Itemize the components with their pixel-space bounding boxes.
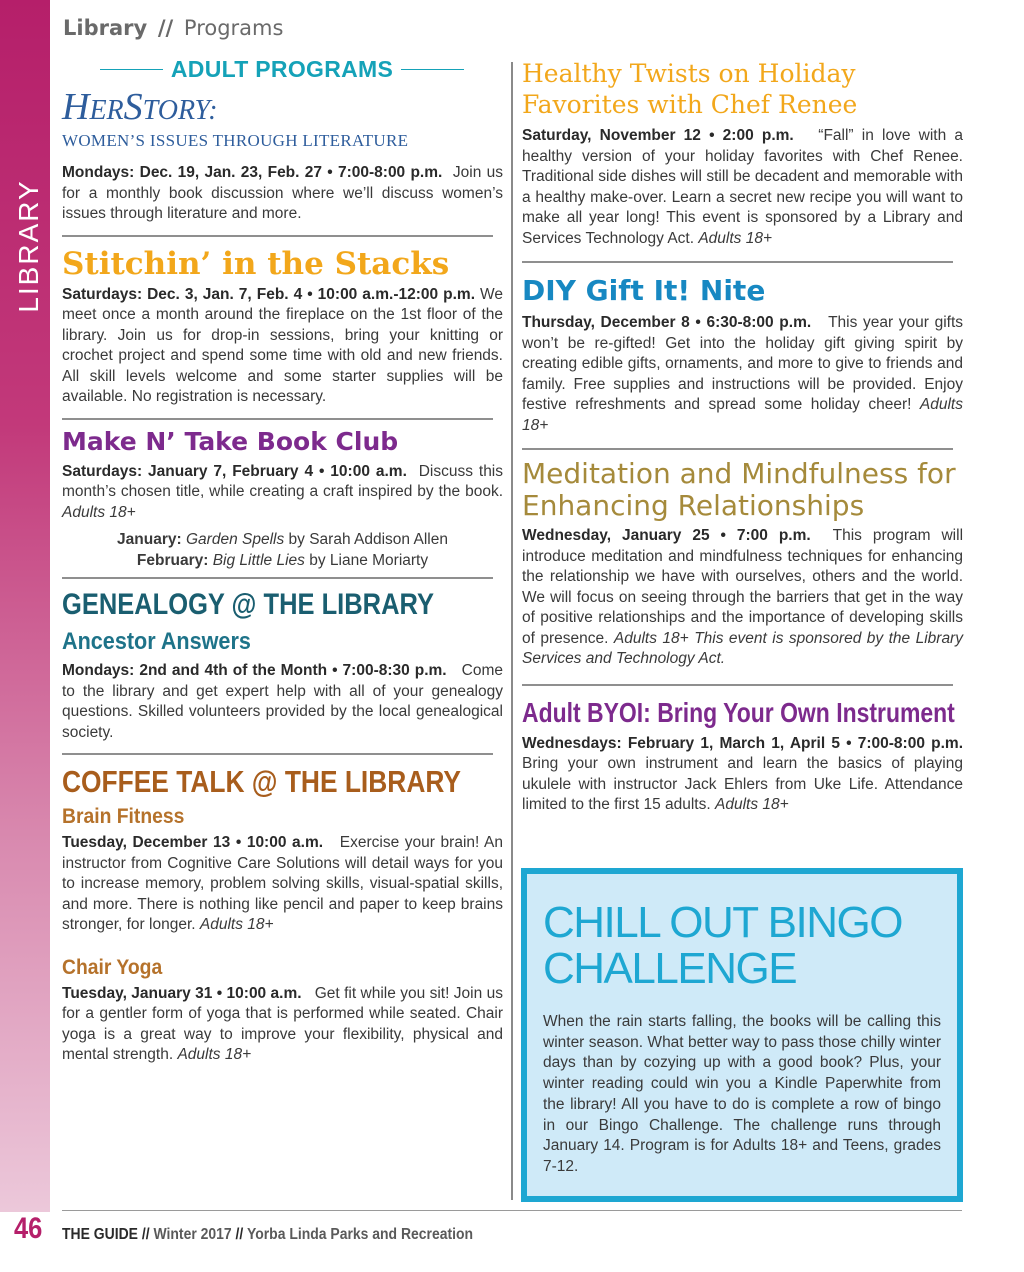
genealogy-when: Mondays: 2nd and 4th of the Month • 7:00-8:30 p.m. — [62, 662, 447, 679]
bingo-title: CHILL OUT BINGO CHALLENGE — [543, 898, 902, 993]
diy-gift-title: DIY Gift It! Nite — [522, 274, 766, 307]
meditation-description: Wednesday, January 25 • 7:00 p.m. This program will introduce meditation and mindfulness techniques for enhancing the relationship we have with ourselves, others and the world. We will focus on seeing through the barriers that get in the way of positive relationships and the importance of developing skills of presence. Adults 18+ This event is sponsored by the Library Services and Technology Act. — [522, 527, 964, 667]
heading-rule-left — [100, 69, 163, 71]
herstory-description: Mondays: Dec. 19, Jan. 23, Feb. 27 • 7:00-8:00 p.m. Join us for a monthly book discussion where we’ll discuss women’s issues through literature and more. — [62, 164, 503, 222]
stitchin-when: Saturdays: Dec. 3, Jan. 7, Feb. 4 • 10:00 a.m.-12:00 p.m. — [62, 285, 475, 303]
meditation-when: Wednesday, January 25 • 7:00 p.m. — [522, 527, 811, 544]
divider — [62, 235, 493, 237]
footer-rule — [62, 1210, 962, 1211]
column-divider — [511, 62, 513, 1200]
book-club-description: Saturdays: January 7, February 4 • 10:00 a.m. Discuss this month’s chosen title, while creating a craft inspired by the book. Adults 18+ — [62, 462, 504, 521]
breadcrumb — [63, 16, 283, 40]
ancestor-answers-subtitle: Ancestor Answers — [62, 628, 251, 655]
byoi-description: Wednesdays: February 1, March 1, April 5 • 7:00-8:00 p.m. Bring your own instrument and learn the basics of playing ukulele with instructor Jack Ehlers from Uke Life. Attendance limited to the first 15 adults. Adults 18+ — [522, 734, 963, 813]
chair-yoga-description: Tuesday, January 31 • 10:00 a.m. Get fit while you sit! Join us for a gentler form of yoga that is performed while seated. Chair yoga is a great way to improve your flexibility, physical and mental strength. Adults 18+ — [62, 984, 503, 1063]
adult-programs-heading — [92, 56, 472, 83]
coffee-talk-title: COFFEE TALK @ THE LIBRARY — [62, 764, 461, 799]
chair-yoga-subtitle: Chair Yoga — [62, 955, 163, 979]
adult-programs-label: ADULT PROGRAMS — [170, 56, 394, 82]
book-january: January: Garden Spells by Sarah Addison Allen — [117, 531, 448, 548]
divider — [62, 753, 493, 755]
heading-rule-right — [401, 69, 464, 71]
bingo-challenge-box — [521, 868, 963, 1202]
herstory-title: HERSTORY: — [62, 86, 218, 128]
sidebar-bar — [0, 0, 50, 1212]
right-column — [522, 56, 963, 816]
herstory-subtitle: WOMEN’S ISSUES THROUGH LITERATURE — [62, 131, 409, 150]
divider — [522, 448, 953, 450]
stitchin-title: Stitchin’ in the Stacks — [62, 245, 450, 282]
breadcrumb-section: Library — [63, 16, 148, 40]
byoi-title: Adult BYOI: Bring Your Own Instrument — [522, 696, 955, 728]
divider — [62, 577, 493, 579]
book-club-title: Make N’ Take Book Club — [62, 426, 399, 456]
healthy-twists-when: Saturday, November 12 • 2:00 p.m. — [522, 127, 794, 144]
meditation-title: Meditation and Mindfulness for Enhancing Relationships — [522, 457, 956, 522]
healthy-twists-description: Saturday, November 12 • 2:00 p.m. “Fall” in love with a healthy version of your holiday favorites with Chef Renee. Traditional side dishes will still be decadent and memorable with a healthy make-over. Learn a secret new recipe you will want to make all year long! This event is sponsored by a Library and Services Technology Act. Adults 18+ — [522, 127, 963, 247]
divider — [522, 261, 953, 263]
footer-credit: THE GUIDE // Winter 2017 // Yorba Linda Parks and Recreation — [62, 1226, 474, 1243]
breadcrumb-separator: // — [157, 16, 174, 40]
herstory-when: Mondays: Dec. 19, Jan. 23, Feb. 27 • 7:00-8:00 p.m. — [62, 164, 443, 181]
breadcrumb-subsection: Programs — [183, 16, 284, 40]
genealogy-title: GENEALOGY @ THE LIBRARY — [62, 588, 434, 621]
brain-fitness-description: Tuesday, December 13 • 10:00 a.m. Exercise your brain! An instructor from Cognitive Care Solutions will detail ways for you to increase memory, problem solving skills, visual-spatial skills, and more. There is nothing like pencil and paper to keep brains stronger, for longer. Adults 18+ — [62, 834, 503, 933]
book-club-when: Saturdays: January 7, February 4 • 10:00 a.m. — [62, 462, 407, 480]
brain-fitness-subtitle: Brain Fitness — [62, 805, 185, 828]
page-number: 46 — [14, 1212, 43, 1245]
diy-gift-when: Thursday, December 8 • 6:30-8:00 p.m. — [522, 314, 812, 331]
genealogy-description: Mondays: 2nd and 4th of the Month • 7:00-8:30 p.m. Come to the library and get expert help with all of your genealogy questions. Skilled volunteers provided by the local genealogical society. — [62, 662, 504, 741]
bingo-description: When the rain starts falling, the books will be calling this winter season. What better way to pass those chilly winter days than by cozying up with a good book? Plus, your winter reading could win you a Kindle Paperwhite from the library! All you have to do is complete a row of bingo in our Bingo Challenge. The challenge runs through January 14. Program is for Adults 18+ and Teens, grades 7-12. — [543, 1013, 941, 1175]
book-february: February: Big Little Lies by Liane Moriarty — [136, 552, 429, 569]
stitchin-description: Saturdays: Dec. 3, Jan. 7, Feb. 4 • 10:00 a.m.-12:00 p.m. We meet once a month around the fireplace on the 1st floor of the library. Join us for drop-in sessions, bring your knitting or crochet project and spend some time with old and new friends. All skill levels welcome and some starter supplies will be available. No registration is necessary. — [62, 285, 503, 405]
healthy-twists-title: Healthy Twists on Holiday Favorites with Chef Renee — [522, 59, 858, 119]
divider — [522, 684, 953, 686]
diy-gift-description: Thursday, December 8 • 6:30-8:00 p.m. This year your gifts won’t be re-gifted! Get into the holiday gift giving spirit by creating edible gifts, ornaments, and more to give to friends and family. Free supplies and instructions will be provided. Enjoy festive refreshments and spread some holiday cheer! Adults 18+ — [522, 314, 963, 434]
divider — [62, 418, 493, 420]
left-column — [62, 56, 503, 1066]
book-list — [62, 529, 503, 571]
chair-yoga-when: Tuesday, January 31 • 10:00 a.m. — [62, 984, 302, 1002]
sidebar-label: LIBRARY — [13, 179, 44, 313]
byoi-when: Wednesdays: February 1, March 1, April 5 • 7:00-8:00 p.m. — [522, 734, 963, 752]
brain-fitness-when: Tuesday, December 13 • 10:00 a.m. — [62, 834, 324, 851]
